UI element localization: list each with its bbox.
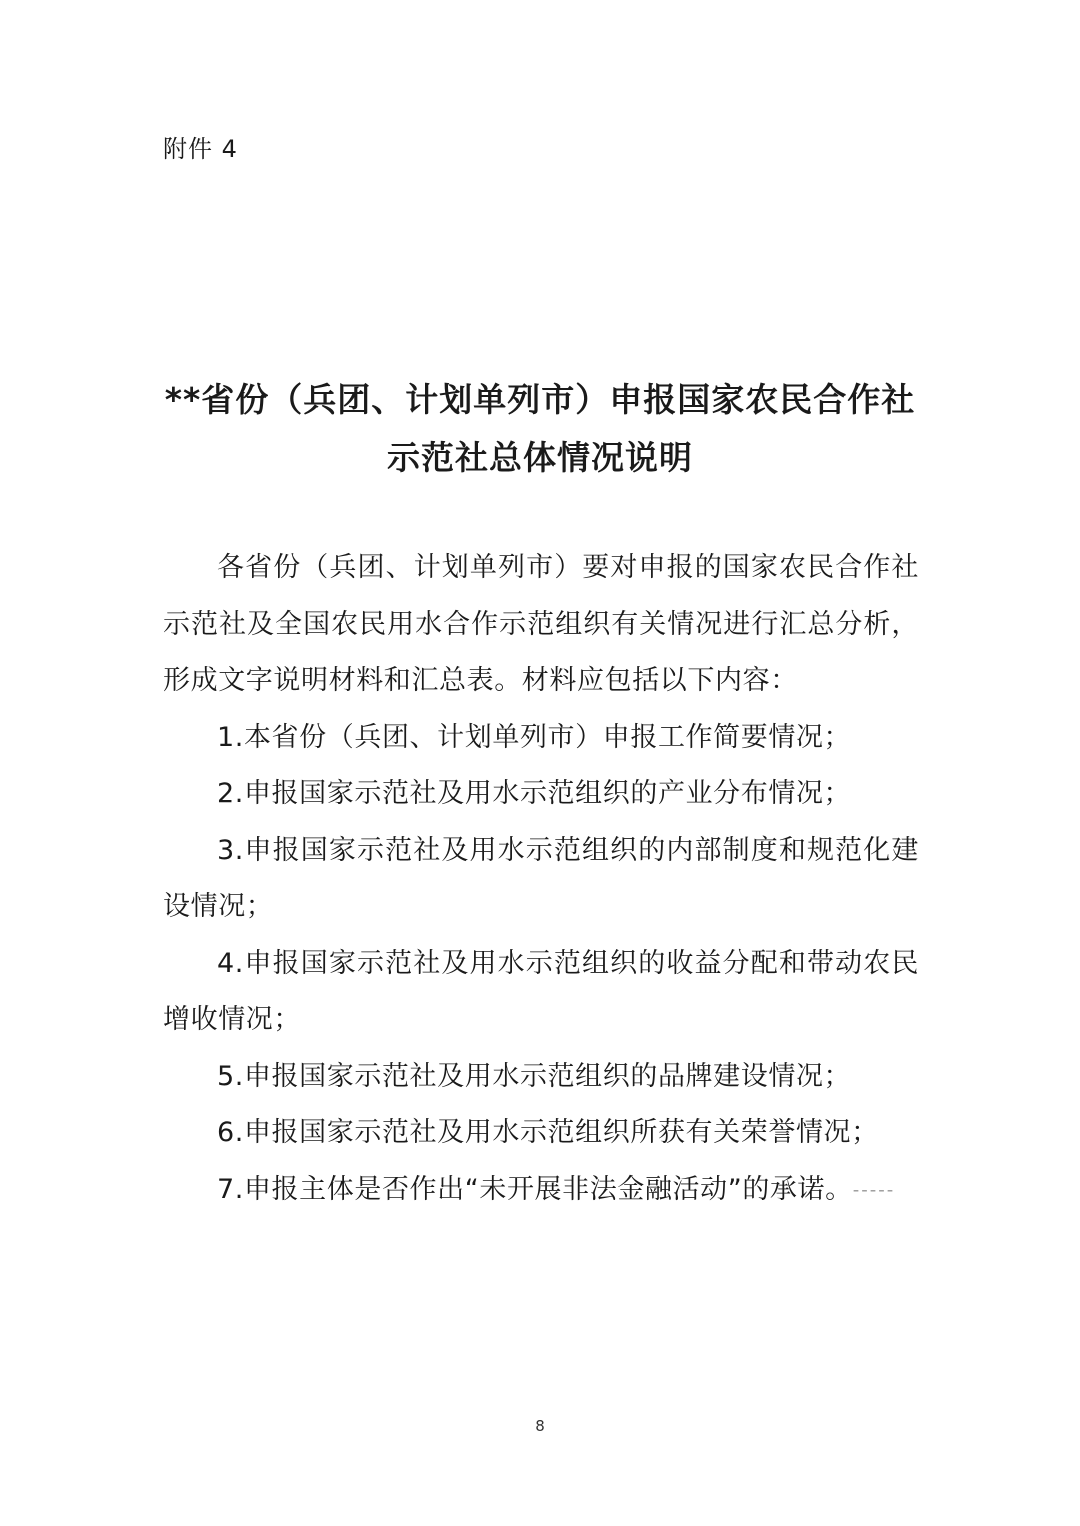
list-item: 5.申报国家示范社及用水示范组织的品牌建设情况； — [217, 1060, 852, 1092]
list-item: 2.申报国家示范社及用水示范组织的产业分布情况； — [217, 778, 852, 809]
intro-paragraph: 各省份（兵团、计划单列市）要对申报的国家农民合作社示范社及全国农民用水合作示范组织有关情况进行汇总分析，形成文字说明材料和汇总表。材料应包括以下内容： — [163, 552, 919, 696]
list-item: 3.申报国家示范社及用水示范组织的内部制度和规范化建设情况； — [163, 834, 919, 922]
trailing-dash-mark: ----- — [852, 1178, 896, 1200]
list-item: 1.本省份（兵团、计划单列市）申报工作简要情况； — [217, 721, 852, 753]
list-item-last — [163, 1162, 919, 1219]
list-item: 6.申报国家示范社及用水示范组织所获有关荣誉情况； — [217, 1117, 879, 1148]
document-title-line-2: 示范社总体情况说明 — [387, 438, 693, 477]
document-body — [163, 540, 919, 1218]
page-number: 8 — [535, 1417, 545, 1435]
list-item-text: 7.申报主体是否作出“未开展非法金融活动”的承诺。 — [217, 1173, 853, 1205]
list-item: 4.申报国家示范社及用水示范组织的收益分配和带动农民增收情况； — [163, 947, 919, 1035]
document-title-line-1: **省份（兵团、计划单列市）申报国家农民合作社 — [164, 380, 916, 419]
attachment-label: 附件 4 — [163, 135, 238, 163]
